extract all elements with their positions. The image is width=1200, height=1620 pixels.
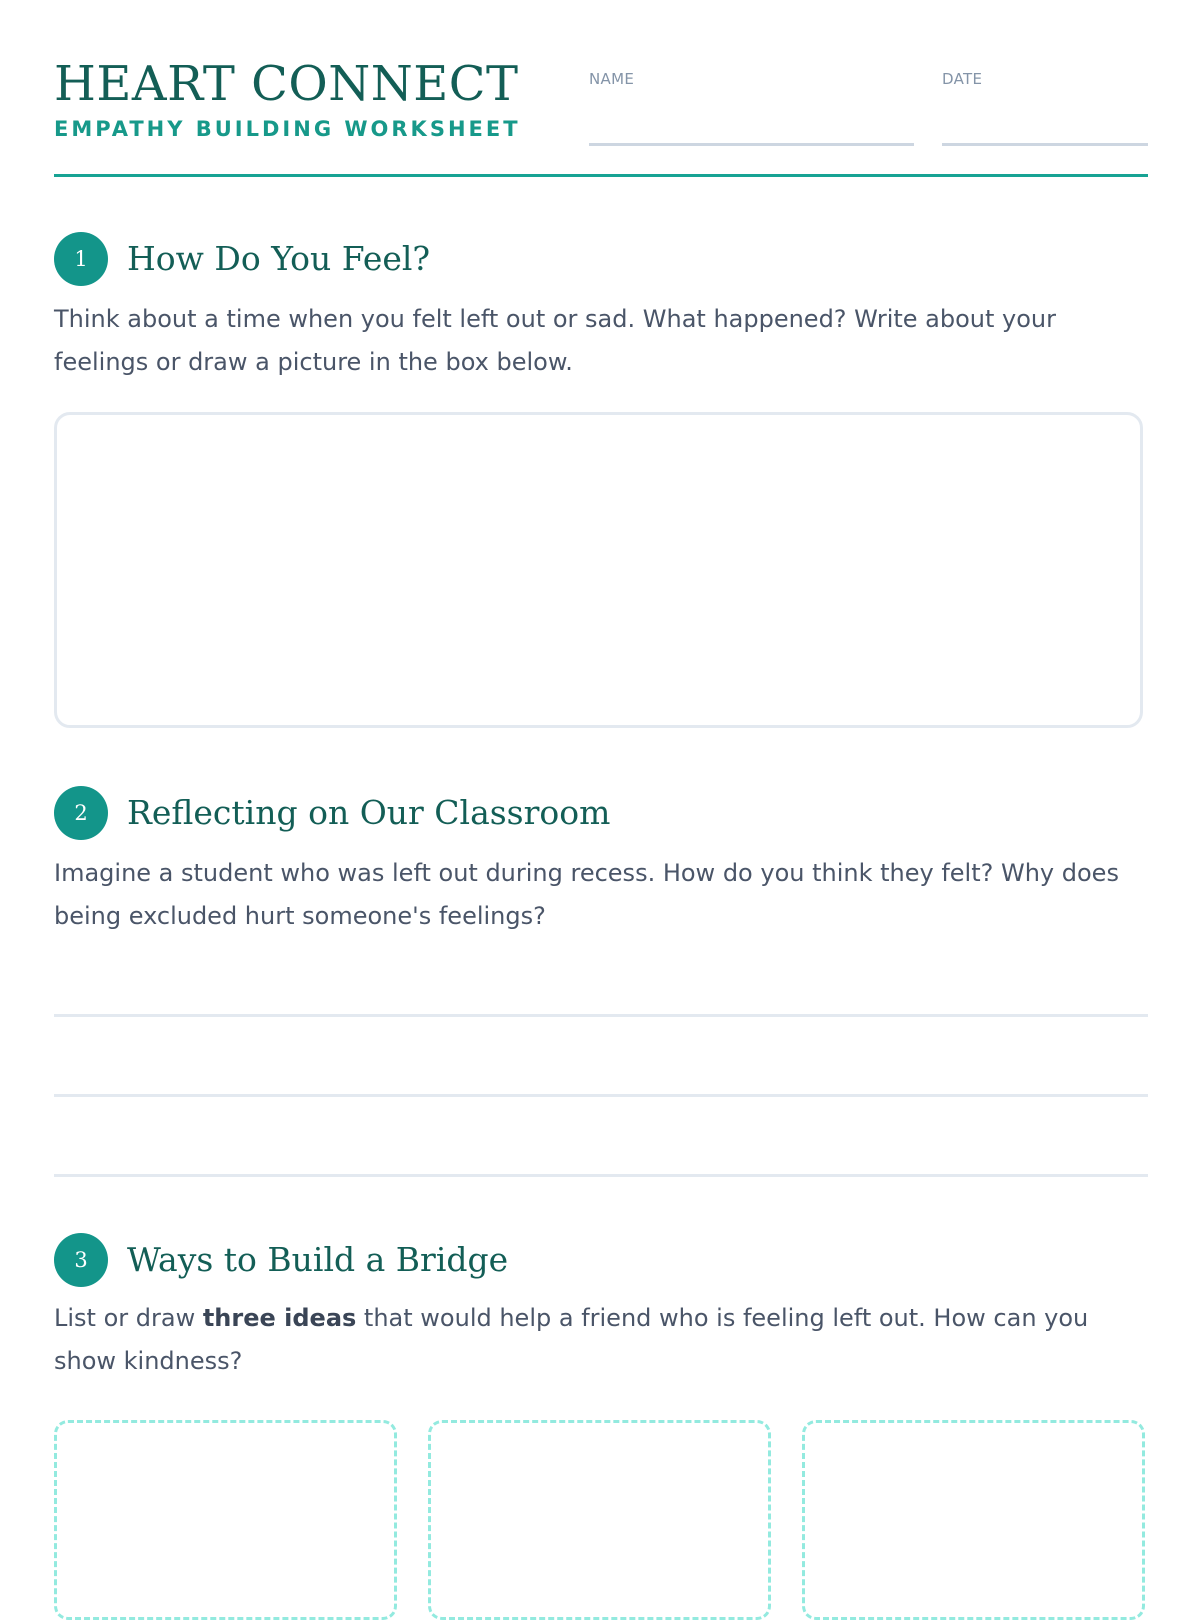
name-label: NAME — [589, 70, 635, 88]
section-2-number-badge: 2 — [54, 786, 108, 840]
header-divider — [54, 174, 1148, 177]
answer-line-2[interactable] — [54, 1094, 1148, 1097]
section-2-title: Reflecting on Our Classroom — [127, 793, 611, 832]
answer-line-3[interactable] — [54, 1174, 1148, 1177]
idea-box-2[interactable] — [428, 1420, 771, 1620]
section-1-title: How Do You Feel? — [127, 239, 431, 278]
worksheet-page — [54, 0, 1148, 1600]
date-field[interactable] — [942, 143, 1148, 146]
section-3-prompt-emphasis: three ideas — [202, 1304, 357, 1332]
worksheet-subtitle: EMPATHY BUILDING WORKSHEET — [54, 117, 521, 141]
section-2-prompt: Imagine a student who was left out during recess. How do you think they felt? Why does being excluded hurt someone's feelings? — [54, 859, 1119, 930]
idea-box-3[interactable] — [802, 1420, 1145, 1620]
section-3-number-badge: 3 — [54, 1233, 108, 1287]
section-3-prompt-start: List or draw — [54, 1304, 203, 1332]
section-3-prompt — [54, 1297, 1148, 1383]
section-1-number-badge: 1 — [54, 232, 108, 286]
section-3-title: Ways to Build a Bridge — [127, 1240, 509, 1279]
section-3-prompt-end: that would help a friend who is feeling left out. How can you show kindness? — [54, 1304, 1089, 1375]
idea-box-1[interactable] — [54, 1420, 397, 1620]
feelings-drawing-box[interactable] — [54, 412, 1143, 728]
worksheet-title: HEART CONNECT — [54, 56, 519, 112]
section-1-prompt: Think about a time when you felt left out or sad. What happened? Write about your feelings or draw a picture in the box below. — [54, 305, 1056, 376]
name-field[interactable] — [589, 143, 914, 146]
date-label: DATE — [942, 70, 983, 88]
answer-line-1[interactable] — [54, 1014, 1148, 1017]
